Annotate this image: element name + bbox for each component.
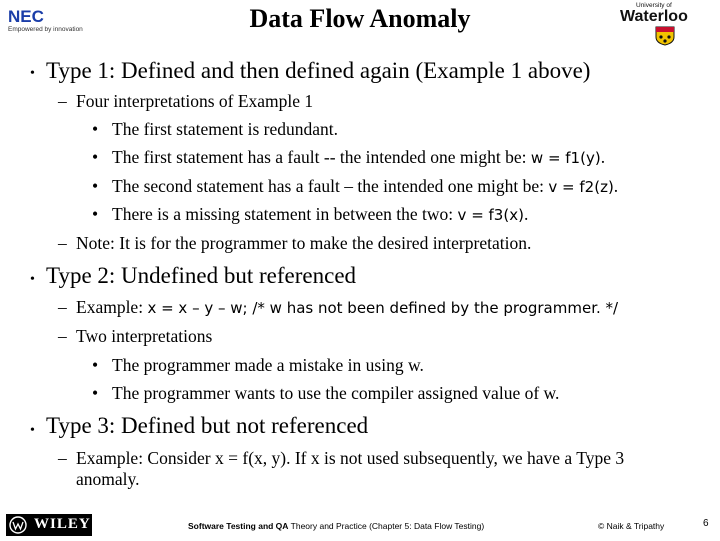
interpretation-missing-statement <box>112 204 528 225</box>
waterloo-logo-small: University of <box>636 2 672 9</box>
code-snippet: w = f1(y) <box>530 149 601 167</box>
bullet-marker: • <box>92 204 99 224</box>
page-number: 6 <box>703 518 709 529</box>
bullet-marker: • <box>92 176 99 196</box>
dash-marker: – <box>58 448 67 468</box>
interpretation-mistake: The programmer made a mistake in using w. <box>112 355 424 375</box>
wiley-logo-word: WILEY <box>34 516 91 532</box>
interpretation-first-fault <box>112 147 605 168</box>
type3-example-line2: anomaly. <box>76 469 140 489</box>
footer-book-title-bold: Software Testing and QA <box>188 521 289 531</box>
waterloo-logo <box>620 2 712 46</box>
bullet-marker: • <box>30 66 35 81</box>
nec-logo-word: NEC <box>8 7 44 26</box>
bullet-marker: • <box>92 355 99 375</box>
code-snippet: x = x – y – w; /* w has not been defined by the programmer. */ <box>147 299 619 317</box>
interpretation-text: The first statement has a fault -- the intended one might be: <box>112 147 531 167</box>
type1-note: Note: It is for the programmer to make the desired interpretation. <box>76 233 532 253</box>
interpretation-redundant: The first statement is redundant. <box>112 119 338 139</box>
type3-heading: Type 3: Defined but not referenced <box>46 413 369 438</box>
waterloo-crest-icon <box>654 26 676 46</box>
wiley-logo <box>6 514 92 536</box>
bullet-marker: • <box>92 383 99 403</box>
interpretation-second-fault <box>112 176 618 197</box>
footer-book-title-rest: Theory and Practice (Chapter 5: Data Flow Testing) <box>288 521 485 531</box>
code-snippet: v = f3(x) <box>457 206 524 224</box>
interpretation-compiler-value: The programmer wants to use the compiler assigned value of w. <box>112 383 560 403</box>
interpretation-text: The second statement has a fault – the intended one might be: <box>112 176 549 196</box>
type1-heading: Type 1: Defined and then defined again (Example 1 above) <box>46 58 591 83</box>
dash-marker: – <box>58 326 67 346</box>
code-snippet: v = f2(z) <box>548 178 614 196</box>
dash-marker: – <box>58 233 67 253</box>
nec-logo <box>8 8 83 34</box>
interpretation-text: There is a missing statement in between the two: <box>112 204 458 224</box>
type2-example <box>76 297 618 318</box>
type1-interpretations-heading: Four interpretations of Example 1 <box>76 91 314 111</box>
dash-marker: – <box>58 297 67 317</box>
slide-title: Data Flow Anomaly <box>249 4 471 33</box>
footer-copyright: © Naik & Tripathy <box>598 521 665 531</box>
interpretation-period: . <box>523 204 529 224</box>
bullet-marker: • <box>92 147 99 167</box>
type2-heading: Type 2: Undefined but referenced <box>46 263 357 288</box>
bullet-marker: • <box>30 423 35 438</box>
type3-example-line1: Example: Consider x = f(x, y). If x is not used subsequently, we have a Type 3 <box>76 448 625 468</box>
bullet-marker: • <box>92 119 99 139</box>
waterloo-logo-word: Waterloo <box>620 8 688 25</box>
footer-book-title <box>188 521 484 531</box>
interpretation-period: . <box>600 147 606 167</box>
dash-marker: – <box>58 91 67 111</box>
interpretation-period: . <box>613 176 619 196</box>
bullet-marker: • <box>30 272 35 287</box>
example-label: Example: <box>76 297 148 317</box>
nec-logo-tagline: Empowered by innovation <box>8 26 83 33</box>
type2-interpretations-heading: Two interpretations <box>76 326 213 346</box>
